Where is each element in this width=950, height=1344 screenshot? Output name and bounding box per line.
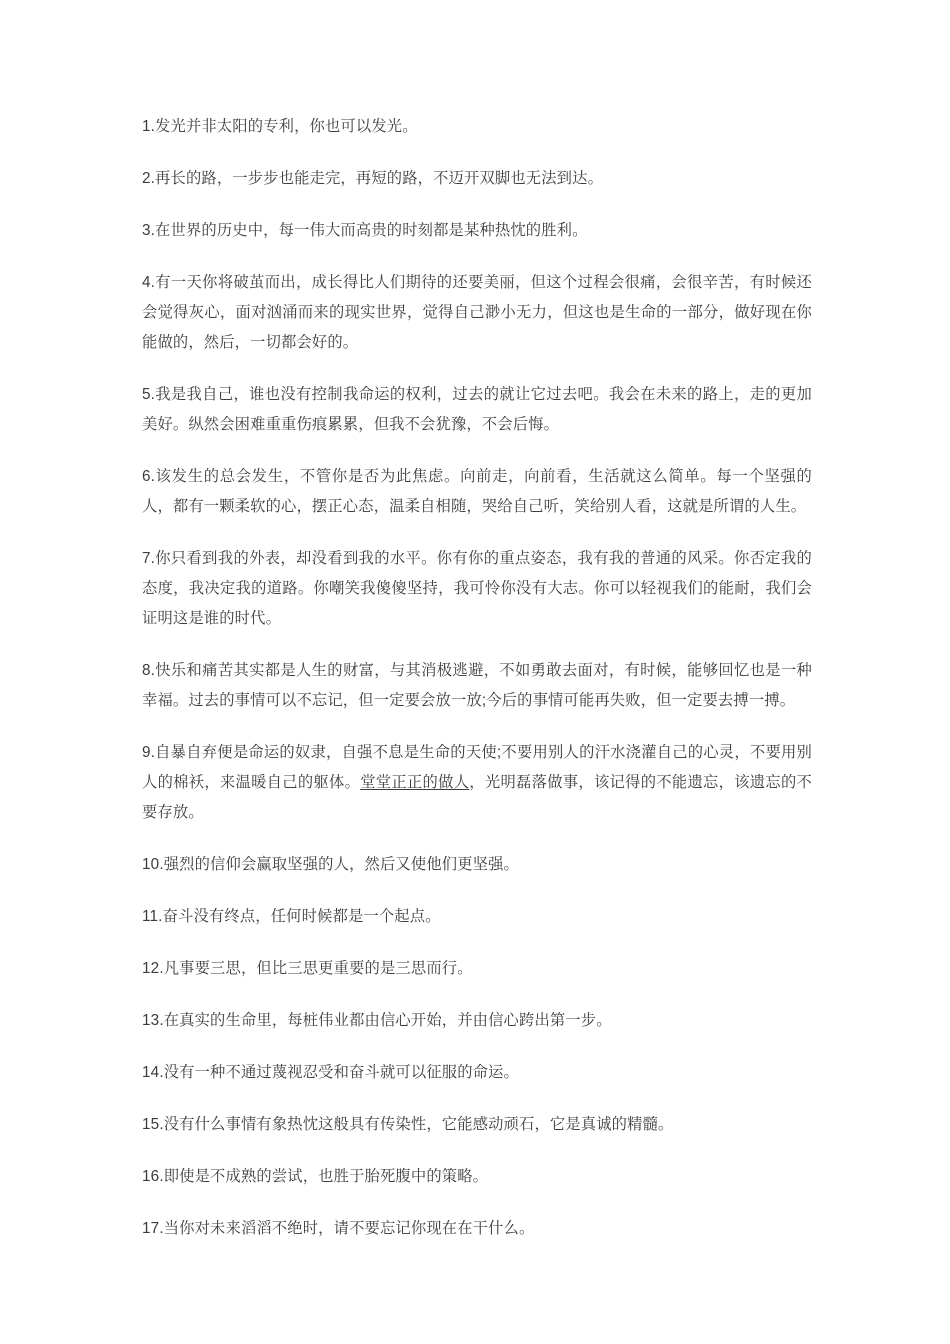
quote-item: 12.凡事要三思，但比三思更重要的是三思而行。 (142, 960, 473, 977)
quote-text-after: ，光明磊落做事，该记得的不能遗忘，该遗忘的不要存放。 (142, 774, 812, 821)
quote-text-underlined: 堂堂正正的做人 (360, 774, 470, 791)
quote-item: 11.奋斗没有终点，任何时候都是一个起点。 (142, 908, 441, 925)
quote-item: 5.我是我自己，谁也没有控制我命运的权利，过去的就让它过去吧。我会在未来的路上，走的更加美好。纵然会困难重重伤痕累累，但我不会犹豫，不会后悔。 (142, 386, 812, 433)
quote-item: 16.即使是不成熟的尝试，也胜于胎死腹中的策略。 (142, 1168, 489, 1185)
quote-item: 15.没有什么事情有象热忱这般具有传染性，它能感动顽石，它是真诚的精髓。 (142, 1116, 674, 1133)
quote-text-before: 9.自暴自弃便是命运的奴隶，自强不息是生命的天使;不要用别人的汗水浇灌自己的心灵，不要用别人的棉袄，来温暖自己的躯体。 (142, 744, 812, 791)
quote-item: 10.强烈的信仰会赢取坚强的人，然后又使他们更坚强。 (142, 856, 519, 873)
quote-item: 1.发光并非太阳的专利，你也可以发光。 (142, 118, 418, 135)
quote-item: 14.没有一种不通过蔑视忍受和奋斗就可以征服的命运。 (142, 1064, 519, 1081)
quote-item: 6.该发生的总会发生，不管你是否为此焦虑。向前走，向前看，生活就这么简单。每一个坚强的人，都有一颗柔软的心，摆正心态，温柔自相随，哭给自己听，笑给别人看，这就是所谓的人生。 (142, 468, 812, 515)
quote-item (142, 738, 812, 828)
quote-item: 3.在世界的历史中，每一伟大而高贵的时刻都是某种热忱的胜利。 (142, 222, 588, 239)
quote-item: 13.在真实的生命里，每桩伟业都由信心开始，并由信心跨出第一步。 (142, 1012, 612, 1029)
quote-item: 7.你只看到我的外表，却没看到我的水平。你有你的重点姿态，我有我的普通的风采。你否定我的态度，我决定我的道路。你嘲笑我傻傻坚持，我可怜你没有大志。你可以轻视我们的能耐，我们会证明这是谁的时代。 (142, 550, 812, 627)
quote-item: 2.再长的路，一步步也能走完，再短的路，不迈开双脚也无法到达。 (142, 170, 604, 187)
quote-item: 8.快乐和痛苦其实都是人生的财富，与其消极逃避，不如勇敢去面对，有时候，能够回忆也是一种幸福。过去的事情可以不忘记，但一定要会放一放;今后的事情可能再失败，但一定要去搏一搏。 (142, 662, 812, 709)
quote-item: 4.有一天你将破茧而出，成长得比人们期待的还要美丽，但这个过程会很痛，会很辛苦，有时候还会觉得灰心，面对汹涌而来的现实世界，觉得自己渺小无力，但这也是生命的一部分，做好现在你能做的，然后，一切都会好的。 (142, 274, 812, 351)
document-body (142, 112, 812, 1244)
quote-item: 17.当你对未来滔滔不绝时，请不要忘记你现在在干什么。 (142, 1220, 535, 1237)
